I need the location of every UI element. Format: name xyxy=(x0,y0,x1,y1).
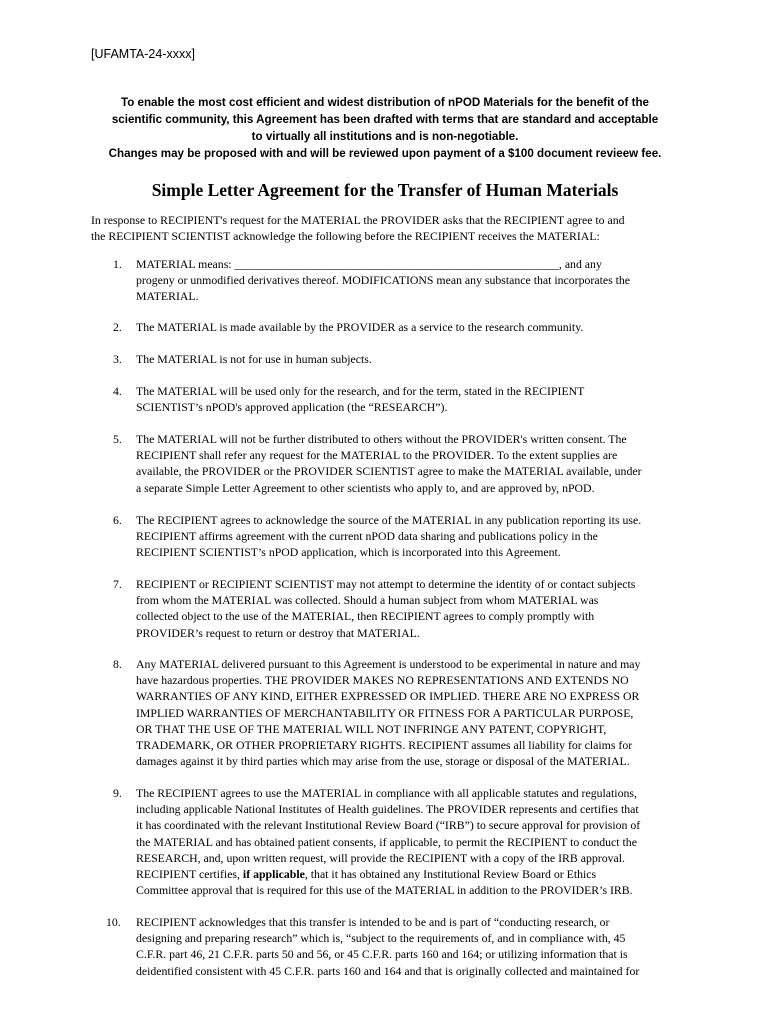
notice-line: scientific community, this Agreement has been drafted with terms that are standard and acceptable xyxy=(111,113,659,126)
clause-line: including applicable National Institutes of Health guidelines. The PROVIDER represents and certifies that xyxy=(136,802,639,817)
clause-line: The MATERIAL will not be further distributed to others without the PROVIDER's written consent. The xyxy=(136,432,627,446)
bold-phrase: if applicable xyxy=(242,867,305,882)
clause-10 xyxy=(91,914,691,979)
clause-line: WARRANTIES OF ANY KIND, EITHER EXPRESSED OR IMPLIED. THERE ARE NO EXPRESS OR xyxy=(136,689,640,704)
notice-line: to virtually all institutions and is non-negotiable. xyxy=(251,130,519,143)
clause-line: damages against it by third parties which may arise from the use, storage or disposal of the MATERIAL. xyxy=(136,754,630,769)
clause-line: The RECIPIENT agrees to use the MATERIAL in compliance with all applicable statutes and regulations, xyxy=(136,786,637,800)
clause-number: 1. xyxy=(113,257,122,271)
clause-line: SCIENTIST’s nPOD's approved application (the “RESEARCH”). xyxy=(136,400,448,415)
clause-1 xyxy=(91,256,691,305)
clause-line: from whom the MATERIAL was collected. Should a human subject from whom MATERIAL was xyxy=(136,593,599,608)
clause-4 xyxy=(91,383,691,415)
clause-number: 3. xyxy=(113,352,122,366)
clause-text xyxy=(136,512,691,561)
clause-line: deidentified consistent with 45 C.F.R. parts 160 and 164 and that is originally collected and maintained for xyxy=(136,963,640,978)
clause-line-start: RECIPIENT certifies, xyxy=(136,867,243,882)
clause-8 xyxy=(91,656,691,769)
clause-line-end: , that it has obtained any Institutional Review Board or Ethics xyxy=(304,867,597,882)
clause-line: designing and preparing research” which is, “subject to the requirements of, and in compliance with, 45 xyxy=(136,931,626,946)
clause-line: The RECIPIENT agrees to acknowledge the source of the MATERIAL in any publication reporting its use. xyxy=(136,513,642,527)
clause-line: PROVIDER’s request to return or destroy that MATERIAL. xyxy=(136,625,420,640)
clause-line: it has coordinated with the relevant Institutional Review Board (“IRB”) to secure approval for provision of xyxy=(136,818,641,833)
clause-line: RECIPIENT shall refer any request for the MATERIAL to the PROVIDER. To the extent supplies are xyxy=(136,448,618,463)
clause-line: RESEARCH, and, upon written request, will provide the RECIPIENT with a copy of the IRB approval. xyxy=(136,850,625,865)
clause-line: progeny or unmodified derivatives thereof. MODIFICATIONS mean any substance that incorporates the xyxy=(136,273,631,288)
notice-line: Changes may be proposed with and will be reviewed upon payment of a $100 document revieew fee. xyxy=(108,147,662,160)
clause-line: RECIPIENT SCIENTIST’s nPOD application, which is incorporated into this Agreement. xyxy=(136,545,561,560)
clause-line: MATERIAL. xyxy=(136,289,199,304)
clause-text xyxy=(136,256,691,305)
clause-9 xyxy=(91,785,691,898)
clause-text xyxy=(136,431,691,496)
clause-text xyxy=(136,656,691,769)
clause-7 xyxy=(91,576,691,641)
clause-line: IMPLIED WARRANTIES OF MERCHANTABILITY OR FITNESS FOR A PARTICULAR PURPOSE, xyxy=(136,705,634,720)
clause-5 xyxy=(91,431,691,496)
clause-line: have hazardous properties. THE PROVIDER MAKES NO REPRESENTATIONS AND EXTENDS NO xyxy=(136,673,629,688)
clause-text xyxy=(136,576,691,641)
clause-line: RECIPIENT affirms agreement with the current nPOD data sharing and publications policy in the xyxy=(136,529,598,544)
clause-line: a separate Simple Letter Agreement to other scientists who apply to, and are approved by, nPOD. xyxy=(136,480,595,495)
clause-text xyxy=(136,785,691,898)
intro-paragraph xyxy=(91,212,686,244)
clause-text xyxy=(136,383,691,415)
clause-number: 9. xyxy=(113,786,122,800)
clause-line: The MATERIAL is made available by the PROVIDER as a service to the research community. xyxy=(136,320,584,334)
clause-number: 8. xyxy=(113,657,122,671)
document-title: Simple Letter Agreement for the Transfer of Human Materials xyxy=(151,180,619,200)
agreement-reference: [UFAMTA-24-xxxx] xyxy=(91,47,195,61)
clause-2 xyxy=(91,319,691,335)
clause-line: RECIPIENT acknowledges that this transfer is intended to be and is part of “conducting research, or xyxy=(136,915,610,929)
clause-line: The MATERIAL will be used only for the research, and for the term, stated in the RECIPIENT xyxy=(136,384,585,398)
clause-line: available, the PROVIDER or the PROVIDER SCIENTIST agree to make the MATERIAL available, under xyxy=(136,464,642,479)
clause-line: TRADEMARK, OR OTHER PROPRIETARY RIGHTS. RECIPIENT assumes all liability for claims for xyxy=(136,738,633,753)
clause-number: 7. xyxy=(113,577,122,591)
clause-line: MATERIAL means: _______________________________________________________, and any xyxy=(136,257,602,271)
clause-number: 6. xyxy=(113,513,122,527)
clause-6 xyxy=(91,512,691,561)
clause-number: 10. xyxy=(106,915,121,929)
clause-line: the MATERIAL and has obtained patient consents, if applicable, to permit the RECIPIENT to conduct the xyxy=(136,834,637,849)
clause-3 xyxy=(91,351,691,367)
clause-text xyxy=(136,351,691,367)
clause-text xyxy=(136,319,691,335)
clause-line: The MATERIAL is not for use in human subjects. xyxy=(136,352,372,366)
non-negotiable-notice xyxy=(80,94,690,162)
clause-text xyxy=(136,914,691,979)
clause-line: C.F.R. part 46, 21 C.F.R. parts 50 and 56, or 45 C.F.R. parts 160 and 164; or utilizing information that is xyxy=(136,947,628,962)
clause-number: 2. xyxy=(113,320,122,334)
notice-line: To enable the most cost efficient and widest distribution of nPOD Materials for the benefit of the xyxy=(121,96,649,109)
clause-line: Any MATERIAL delivered pursuant to this Agreement is understood to be experimental in nature and may xyxy=(136,657,641,671)
intro-line: the RECIPIENT SCIENTIST acknowledge the following before the RECIPIENT receives the MATERIAL: xyxy=(91,229,600,244)
clause-line: Committee approval that is required for this use of the MATERIAL in addition to the PROVIDER’s IRB. xyxy=(136,883,633,898)
clause-line: collected object to the use of the MATERIAL, then RECIPIENT agrees to comply promptly with xyxy=(136,609,595,624)
intro-line: In response to RECIPIENT's request for the MATERIAL the PROVIDER asks that the RECIPIENT agree to and xyxy=(91,213,625,227)
clause-number: 4. xyxy=(113,384,122,398)
clause-line xyxy=(136,866,691,882)
clause-line: RECIPIENT or RECIPIENT SCIENTIST may not attempt to determine the identity of or contact subjects xyxy=(136,577,636,591)
clause-number: 5. xyxy=(113,432,122,446)
clause-line: OR THAT THE USE OF THE MATERIAL WILL NOT INFRINGE ANY PATENT, COPYRIGHT, xyxy=(136,721,607,736)
